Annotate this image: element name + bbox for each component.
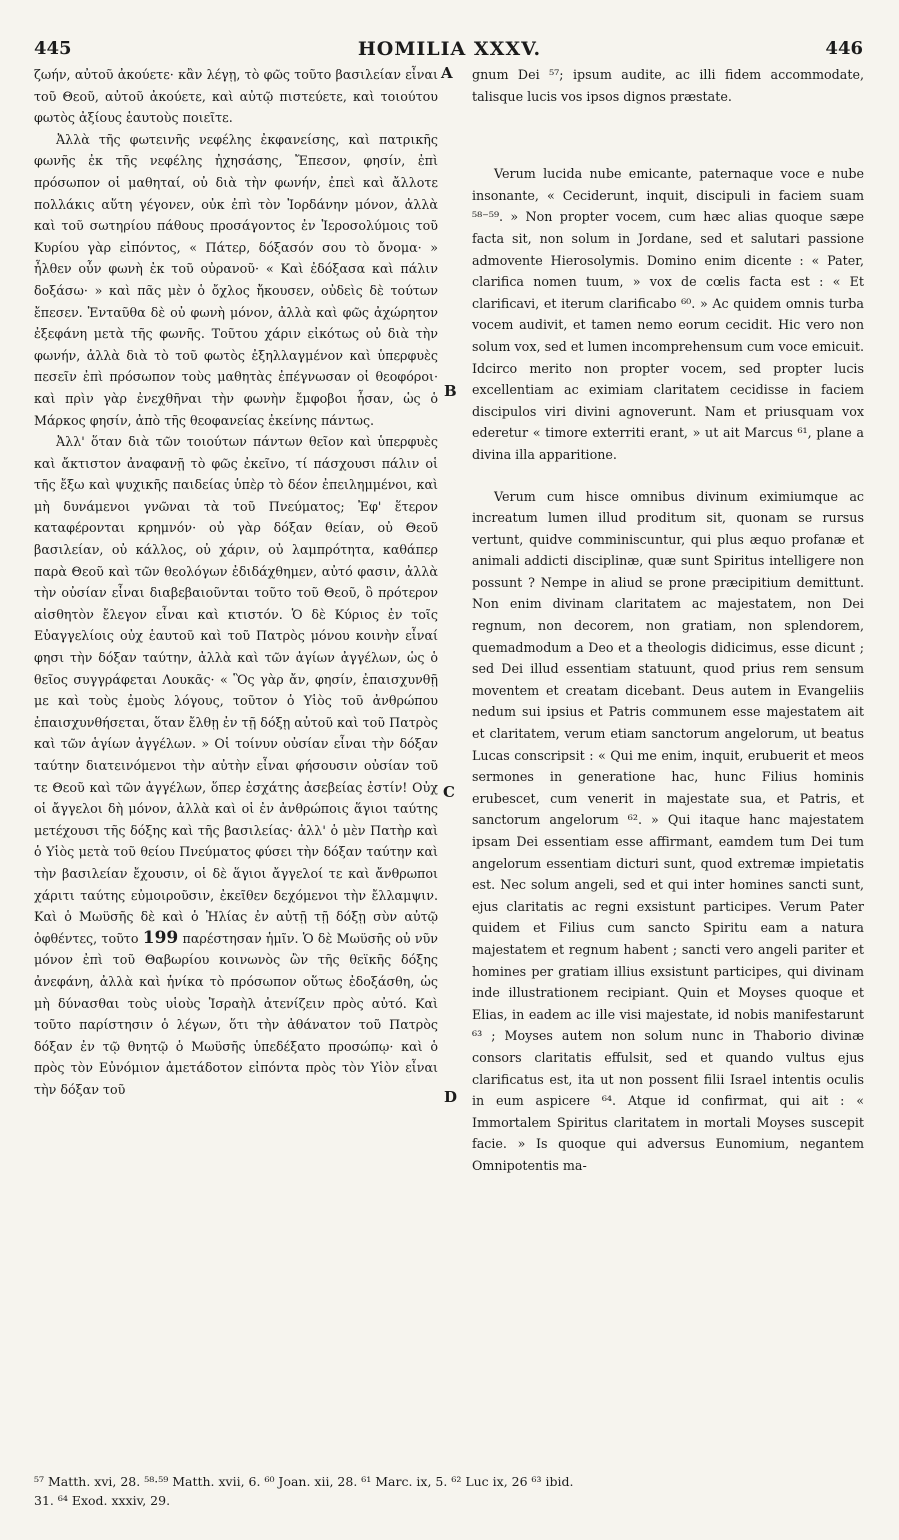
column-number: 199 xyxy=(142,927,179,948)
footnotes xyxy=(34,1472,864,1510)
greek-paragraph-3-part-b: παρέστησαν ἡμῖν. Ὁ δὲ Μωϋσῆς οὐ νῦν μόνον ἐπὶ τοῦ Θαβωρίου κοινωνὸς ὢν τῆς θεϊκῆς δόξης ἀνεφάνη, ἀλλὰ καὶ ἡνίκα τὸ πρόσωπον οὕτως ἐδοξάσθη, ὡς μὴ δύνασθαι τοὺς υἱοὺς Ἰσραὴλ ἀτενίζειν πρὸς αὐτό. Καὶ τοῦτο παρίστησιν ὁ λέγων, ὅτι τὴν ἀθάνατον τοῦ Πατρὸς δόξαν ἐν τῷ θνητῷ ὁ Μωϋσῆς ὑπεδέξατο προσώπῳ· καὶ ὁ πρὸς τὸν Εὐνόμιον ἀμετάδοτον εἰπόντα πρὸς τὸν Υἱὸν εἶναι τὴν δόξαν τοῦ xyxy=(34,930,438,1097)
greek-paragraph-3-part-a: Ἀλλ' ὅταν διὰ τῶν τοιούτων πάντων θεῖον καὶ ὑπερφυὲς καὶ ἄκτιστον ἀναφανῇ τὸ φῶς ἐκεῖνο, τί πάσχουσι πάλιν οἱ τῆς ἔξω καὶ ψυχικῆς παιδείας ὑπὲρ τὸ δέον ἐπειλημμένοι, καὶ μὴ δυνάμενοι γνῶναι τὰ τοῦ Πνεύματος; Ἐφ' ἕτερον καταφέρονται κρημνόν· οὐ γὰρ δόξαν θείαν, οὐ Θεοῦ βασιλείαν, οὐ κάλλος, οὐ χάριν, οὐ λαμπρότητα, καθάπερ παρὰ Θεοῦ καὶ τῶν θεολόγων ἐδιδάχθημεν, αὐτό φασιν, ἀλλὰ τὴν οὐσίαν εἶναι διαβεβαιοῦνται τοῦτο τοῦ Θεοῦ, ὃ πρότερον αἰσθητὸν ἔλεγον εἶναι καὶ κτιστόν. Ὁ δὲ Κύριος ἐν τοῖς Εὐαγγελίοις οὐχ ἑαυτοῦ καὶ τοῦ Πατρὸς μόνου κοινὴν εἶναί φησι τὴν δόξαν ταύτην, ἀλλὰ καὶ τῶν ἁγίων ἀγγέλων, ὡς ὁ θεῖος συγγράφεται Λουκᾶς· « Ὃς γὰρ ἄν, φησίν, ἐπαισχυνθῇ με καὶ τοὺς ἐμοὺς λόγους, τοῦτον ὁ Υἱὸς τοῦ ἀνθρώπου ἐπαισχυνθήσεται, ὅταν ἔλθῃ ἐν τῇ δόξῃ αὐτοῦ καὶ τοῦ Πατρὸς καὶ τῶν ἁγίων ἀγγέλων. » Οἱ τοίνυν οὐσίαν εἶναι τὴν δόξαν ταύτην διατεινόμενοι τὴν αὐτὴν εἶναι φήσουσιν οὐσίαν τοῦ τε Θεοῦ καὶ τῶν ἀγγέλων, ὅπερ ἐσχάτης ἀσεβείας ἐστίν! Οὐχ οἱ ἄγγελοι δὴ μόνον, ἀλλὰ καὶ οἱ ἐν ἀνθρώποις ἅγιοι ταύτης μετέχουσι τῆς δόξης καὶ τῆς βασιλείας· ἀλλ' ὁ μὲν Πατὴρ καὶ ὁ Υἱὸς μετὰ τοῦ θείου Πνεύματος φύσει τὴν δόξαν ταύτην καὶ τὴν βασιλείαν ἔχουσιν, οἱ δὲ ἅγιοι ἄγγελοί τε καὶ ἄνθρωποι χάριτι ταύτης εὐμοιροῦσιν, ἐκεῖθεν δεχόμενοι τὴν ἔλλαμψιν. Καὶ ὁ Μωϋσῆς δὲ καὶ ὁ Ἠλίας ἐν αὐτῇ τῇ δόξῃ σὺν αὐτῷ ὀφθέντες, τοῦτο xyxy=(34,434,438,946)
greek-paragraph-1: ζωήν, αὐτοῦ ἀκούετε· κἂν λέγῃ, τὸ φῶς τοῦτο βασιλείαν εἶναι τοῦ Θεοῦ, αὐτοῦ ἀκούετε, καὶ αὐτῷ πιστεύετε, καὶ τοιούτου φωτὸς ἀξίους ἑαυτοὺς ποιεῖτε. xyxy=(34,67,438,126)
greek-column xyxy=(34,64,438,1101)
latin-paragraph-2: Verum lucida nube emicante, paternaque voce e nube insonante, « Ceciderunt, inquit, discipuli in faciem suam ⁵⁸⁻⁵⁹. » Non propter vocem, cum hæc alias quoque sæpe facta sit, non solum in Jordane, sed et salutari passione admovente Hierosolymis. Domino enim dicente : « Pater, clarifica nomen tuum, » vox de cœlis facta est : « Et clarificavi, et iterum clarificabo ⁶⁰. » Ac quidem omnis turba vocem audivit, et tamen nemo eorum cecidit. Hic vero non solum vox, sed et lumen incomprehensum cum voce emicuit. Idcirco merito non propter vocem, sed propter lucis excellentiam ac eximiam claritatem cecidisse in faciem discipulos viri divini agnoverunt. Nam et priusquam vox ederetur « timore exterriti erant, » ut ait Marcus ⁶¹, plane a divina illa apparitione. xyxy=(472,166,864,462)
page-title: HOMILIA XXXV. xyxy=(357,38,542,60)
margin-letter-b: B xyxy=(444,382,457,400)
footnote-line-2: 31. ⁶⁴ Exod. xxxiv, 29. xyxy=(34,1493,171,1508)
margin-letter-a: A xyxy=(441,64,453,82)
margin-letter-c: C xyxy=(443,783,455,801)
latin-column xyxy=(472,64,864,1177)
latin-paragraph-1: gnum Dei ⁵⁷; ipsum audite, ac illi fidem accommodate, talisque lucis vos ipsos dignos præstate. xyxy=(472,67,864,104)
greek-paragraph-2: Ἀλλὰ τῆς φωτεινῆς νεφέλης ἐκφανείσης, καὶ πατρικῆς φωνῆς ἐκ τῆς νεφέλης ἠχησάσης, Ἔπεσον, φησίν, ἐπὶ πρόσωπον οἱ μαθηταί, οὐ διὰ τὴν φωνήν, ἐπεὶ καὶ ἄλλοτε πολλάκις αὕτη γέγονεν, οὐκ ἐπὶ τὸν Ἰορδάνην μόνον, ἀλλὰ καὶ τοῦ σωτηρίου πάθους προσάγοντος ἐν Ἱεροσολύμοις τοῦ Κυρίου γὰρ εἰπόντος, « Πάτερ, δόξασόν σου τὸ ὄνομα· » ἦλθεν οὖν φωνὴ ἐκ τοῦ οὐρανοῦ· « Καὶ ἐδόξασα καὶ πάλιν δοξάσω· » καὶ πᾶς μὲν ὁ ὄχλος ἤκουσεν, οὐδεὶς δὲ τούτων ἔπεσεν. Ἐνταῦθα δὲ οὐ φωνὴ μόνον, ἀλλὰ καὶ φῶς ἀχώρητον ἐξεφάνη μετὰ τῆς φωνῆς. Τοῦτου χάριν εἰκότως οὐ διὰ τὴν φωνήν, ἀλλὰ διὰ τὸ τοῦ φωτὸς ἐξηλλαγμένον καὶ ὑπερφυὲς πεσεῖν ἐπὶ πρόσωπον τοὺς μαθητὰς ἐπέγνωσαν οἱ θεοφόροι· καὶ πρὶν γὰρ ἐνεχθῆναι τὴν φωνὴν ἔμφοβοι ἦσαν, ὡς ὁ Μάρκος φησίν, ἀπὸ τῆς θεοφανείας ἐκείνης πάντως. xyxy=(34,131,438,428)
greek-paragraph-3 xyxy=(34,431,438,1100)
margin-letter-d: D xyxy=(444,1088,458,1106)
page-number-right: 446 xyxy=(825,38,863,59)
latin-paragraph-3: Verum cum hisce omnibus divinum eximiumque ac increatum lumen illud proditum sit, quonam se rursus vertunt, quidve comminiscuntur, qui plus æquo profanæ et animali addicti disciplinæ, quæ sunt Spiritus intelligere non possunt ? Nempe in aliud se prone præcipitium demittunt. Non enim divinam claritatem ac majestatem, non Dei regnum, non decorem, non gratiam, non splendorem, quemadmodum a Deo et a theologis didicimus, esse dicunt ; sed Dei illud essentiam statuunt, quod prius rem sensum moventem et creatam dicebant. Deus autem in Evangeliis nedum sui ipsius et Patris communem esse majestatem ait et claritatem, verum etiam sanctorum angelorum, ut beatus Lucas conscripsit : « Qui me enim, inquit, erubuerit et meos sermones in generatione hac, hunc Filius hominis erubescet, cum venerit in majestate sua, et Patris, et sanctorum angelorum ⁶². » Qui itaque hanc majestatem ipsam Dei essentiam esse affirmant, eamdem tum Dei tum angelorum essentiam dicturi sunt, quod extremæ impietatis est. Nec solum angeli, sed et qui inter homines sancti sunt, ejus claritatis ac regni exsistunt participes. Verum Pater quidem et Filius cum sancto Spiritu eam a natura majestatem et regnum habent ; sancti vero angeli pariter et homines per gratiam illius exsistunt participes, qui divinam inde illustrationem recipiant. Quin et Moyses quoque et Elias, in eadem ac ille visi majestate, id nobis manifestarunt ⁶³ ; Moyses autem non solum nunc in Thaborio divinæ consors claritatis effulsit, sed et quando vultus ejus clarificatus est, ita ut non possent filii Israel intentis oculis in eum aspicere ⁶⁴. Atque id confirmat, qui ait : « Immortalem Spiritus claritatem in mortali Moyses suscepit facie. » Is quoque qui adversus Eunomium, negantem Omnipotentis ma- xyxy=(472,488,864,1173)
footnote-line-1: ⁵⁷ Matth. xvi, 28. ⁵⁸·⁵⁹ Matth. xvii, 6. ⁶⁰ Joan. xii, 28. ⁶¹ Marc. ix, 5. ⁶² Luc ix, 26 ⁶³ ibid. xyxy=(34,1474,574,1489)
page-number-left: 445 xyxy=(34,38,72,59)
page-header xyxy=(0,38,899,64)
